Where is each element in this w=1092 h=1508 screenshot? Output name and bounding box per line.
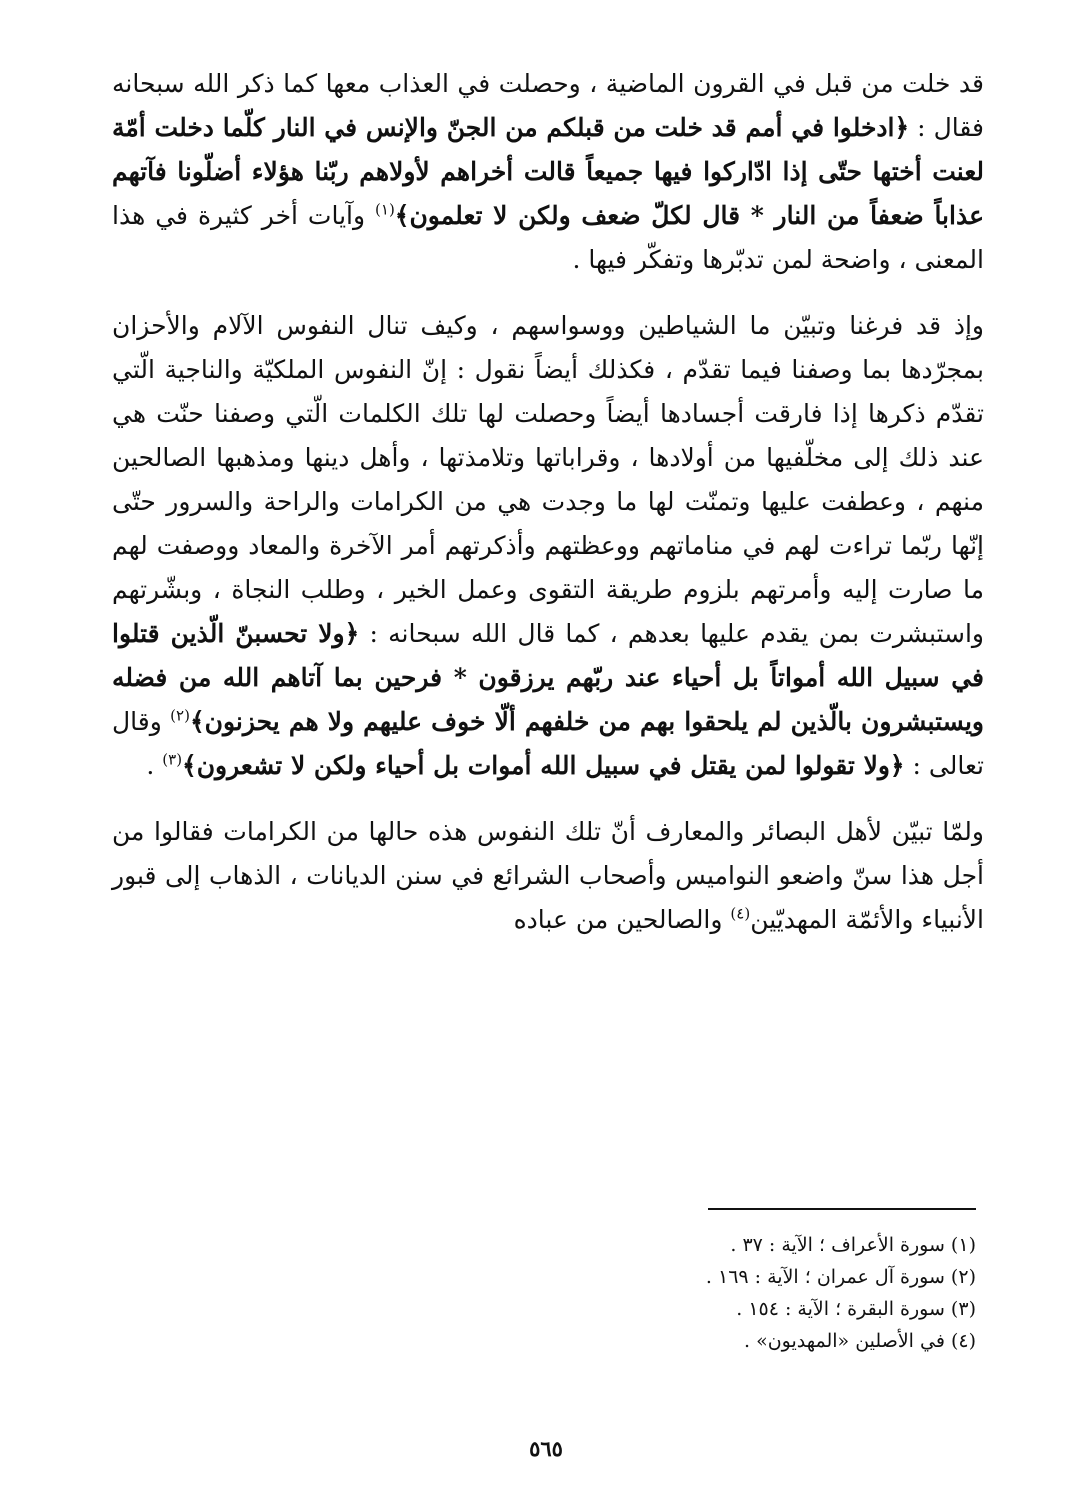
- footnote-1: (١) سورة الأعراف ؛ الآية : ٣٧ .: [730, 1234, 976, 1256]
- footnote-4: (٤) في الأصلين «المهديون» .: [744, 1330, 976, 1352]
- main-text: [112, 62, 984, 942]
- footnote-separator: [708, 1208, 976, 1210]
- paragraph-1: [112, 62, 984, 282]
- paragraph-2-text-3: .: [146, 751, 163, 780]
- paragraph-1-text-1: قد خلت من قبل في القرون الماضية ، وحصلت في العذاب معها كما ذكر الله سبحانه فقال :: [112, 69, 984, 142]
- footnote-ref-4: (٤): [730, 904, 751, 923]
- paragraph-3: [112, 810, 984, 942]
- paragraph-2-text-2: وقال تعالى :: [112, 707, 984, 780]
- footnote-ref-3: (٣): [162, 750, 183, 769]
- quran-verse-araf-38-39: ﴿ادخلوا في أمم قد خلت من قبلكم من الجنّ والإنس في النار كلّما دخلت أمّة لعنت أختها حتّى إذا ادّاركوا فيها جميعاً قالت أخراهم لأولاهم ربّنا هؤلاء أضلّونا فآتهم عذاباً ضعفاً من النار * قال لكلّ ضعف ولكن لا تعلمون﴾: [112, 113, 985, 230]
- paragraph-1-text-2: وآيات أخر كثيرة في هذا المعنى ، واضحة لمن تدبّرها وتفكّر فيها .: [112, 201, 984, 274]
- footnotes: [520, 1229, 976, 1357]
- footnote-ref-1: (١): [375, 200, 395, 219]
- paragraph-3-text-1: ولمّا تبيّن لأهل البصائر والمعارف أنّ تلك النفوس هذه حالها من الكرامات فقالوا من أجل هذا سنّ واضعو النواميس وأصحاب الشرائع في سنن الديانات ، الذهاب إلى قبور الأنبياء والأئمّة المهديّين: [112, 817, 984, 934]
- footnote-2: (٢) سورة آل عمران ؛ الآية : ١٦٩ .: [705, 1266, 976, 1288]
- paragraph-2-text-1: وإذ قد فرغنا وتبيّن ما الشياطين ووسواسهم ، وكيف تنال النفوس الآلام والأحزان بمجرّدها بما وصفنا فيما تقدّم ، فكذلك أيضاً نقول : إنّ النفوس الملكيّة والناجية الّتي تقدّم ذكرها إذا فارقت أجسادها أيضاً وحصلت لها تلك الكلمات الّتي وصفنا حنّت هي عند ذلك إلى مخلّفيها من أولادها ، وقراباتها وتلامذتها ، وأهل دينها ومذهبها الصالحين منهم ، وعطفت عليها وتمنّت لها ما وجدت هي من الكرامات والراحة والسرور حتّى إنّها ربّما تراءت لهم في مناماتهم ووعظتهم وأذكرتهم أمر الآخرة والمعاد ووصفت لهم ما صارت إليه وأمرتهم بلزوم طريقة التقوى وعمل الخير ، وطلب النجاة ، وبشّرتهم واستبشرت بمن يقدم عليها بعدهم ، كما قال الله سبحانه :: [112, 311, 985, 648]
- footnote-3: (٣) سورة البقرة ؛ الآية : ١٥٤ .: [736, 1298, 976, 1320]
- quran-verse-al-imran-169-170: ﴿ولا تحسبنّ الّذين قتلوا في سبيل الله أمواتاً بل أحياء عند ربّهم يرزقون * فرحين بما آتاهم الله من فضله ويستبشرون بالّذين لم يلحقوا بهم من خلفهم ألّا خوف عليهم ولا هم يحزنون﴾: [112, 619, 984, 736]
- paragraph-2: [112, 304, 984, 788]
- quran-verse-baqara-154: ﴿ولا تقولوا لمن يقتل في سبيل الله أموات بل أحياء ولكن لا تشعرون﴾: [182, 751, 905, 780]
- paragraph-3-text-2: والصالحين من عباده: [513, 905, 731, 934]
- page-number: ٥٦٥: [529, 1436, 563, 1461]
- footnote-ref-2: (٢): [170, 706, 190, 725]
